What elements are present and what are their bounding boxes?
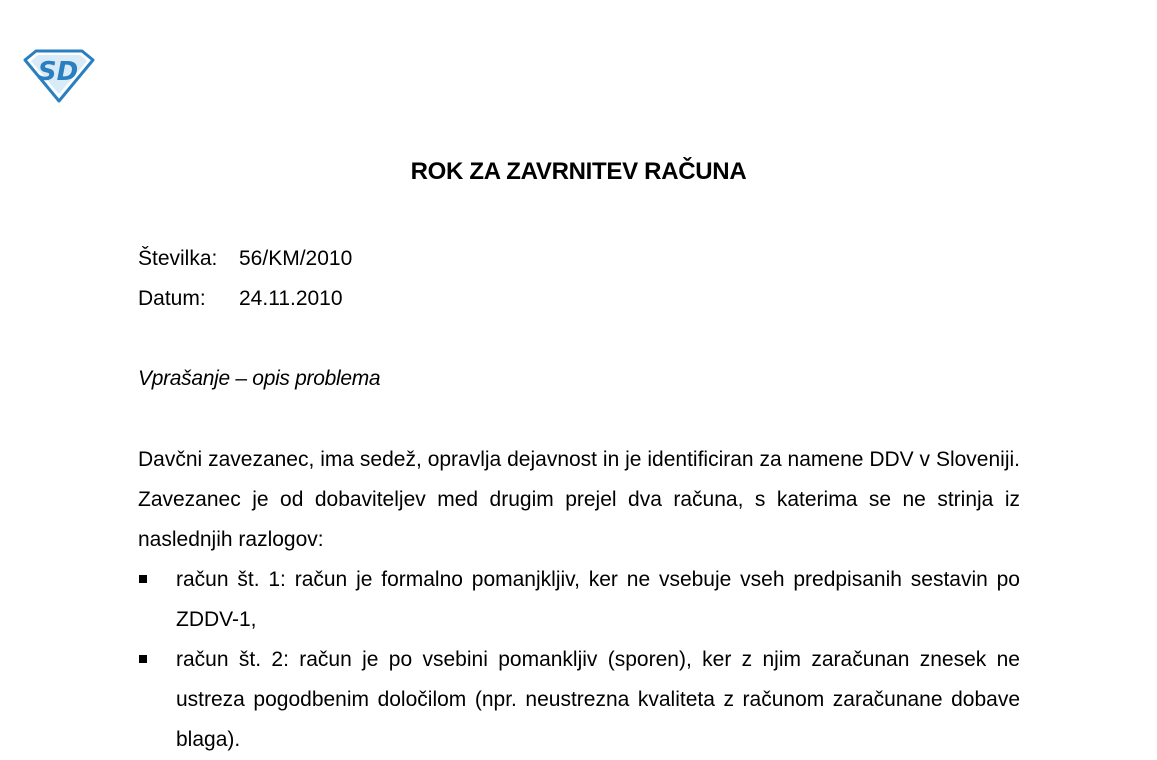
- logo-lettering: SD: [37, 57, 79, 87]
- square-bullet-icon: [139, 655, 147, 663]
- document-number-label: Številka:: [138, 247, 218, 270]
- reason-list: [138, 560, 1020, 760]
- document-date-label: Datum:: [138, 287, 206, 310]
- document-date-value: 24.11.2010: [239, 287, 343, 310]
- list-item-text: račun št. 1: račun je formalno pomanjkljiv, ker ne vsebuje vseh predpisanih sestavin po ZDDV-1,: [176, 568, 1020, 631]
- list-item-text: račun št. 2: račun je po vsebini pomankljiv (sporen), ker z njim zaračunan znesek ne ustreza pogodbenim določilom (npr. neustrezna kvaliteta z računom zaračunane dobave blaga).: [176, 648, 1020, 751]
- document-title: ROK ZA ZAVRNITEV RAČUNA: [410, 158, 747, 185]
- document-number-value: 56/KM/2010: [239, 247, 353, 270]
- document-number-row: [138, 247, 352, 271]
- body-paragraph: Davčni zavezanec, ima sedež, opravlja dejavnost in je identificiran za namene DDV v Sloveniji. Zavezanec je od dobaviteljev med drugim prejel dva računa, s katerima se ne strinja iz naslednjih razlogov:: [138, 448, 1020, 551]
- list-item: [138, 640, 1020, 760]
- list-item: [138, 560, 1020, 640]
- square-bullet-icon: [139, 575, 147, 583]
- section-heading: Vprašanje – opis problema: [138, 367, 381, 390]
- document-body: [138, 440, 1020, 760]
- document-date-row: [138, 287, 343, 311]
- company-logo-icon: [22, 48, 96, 104]
